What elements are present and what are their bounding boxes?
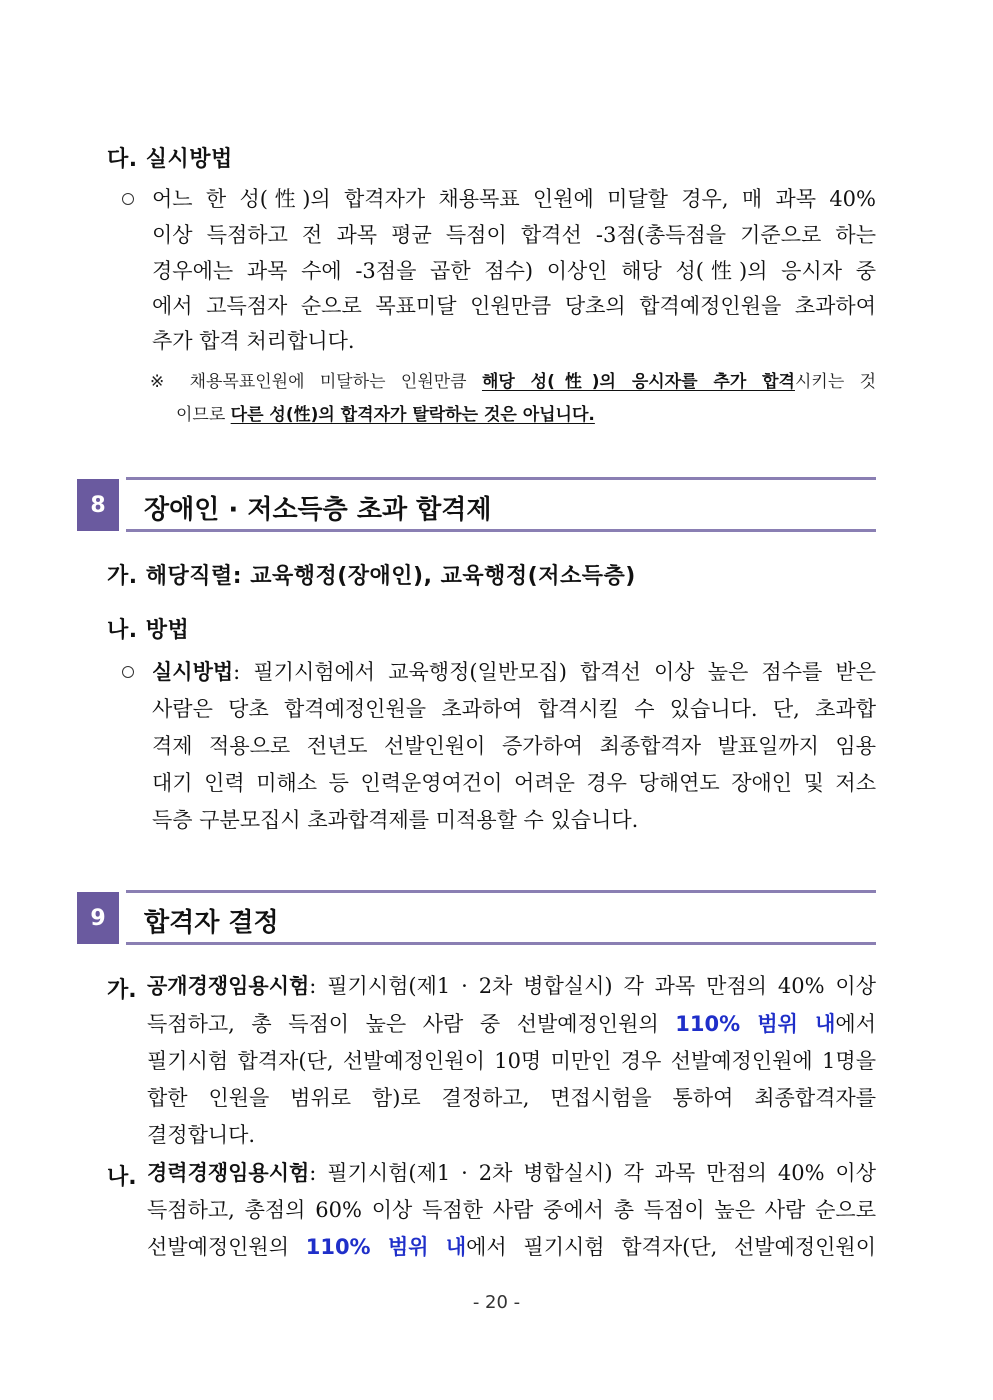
s8-line-2: 사람은 당초 합격예정인원을 초과하여 합격시킬 수 있습니다. 단, 초과합: [152, 697, 876, 721]
s9-ga-line-1-text: : 필기시험(제1 · 2차 병합실시) 각 과목 만점의 40% 이상: [309, 974, 876, 998]
section-9-title: 합격자 결정: [144, 908, 279, 938]
s9-na-line-2: 득점하고, 총점의 60% 이상 득점한 사람 중에서 총 득점이 높은 사람 순으로: [147, 1198, 876, 1222]
s9-na-bold: 경력경쟁임용시험: [147, 1161, 310, 1185]
s9-na-range-highlight: 110% 범위 내: [305, 1235, 467, 1259]
s9-na-line-1-text: : 필기시험(제1 · 2차 병합실시) 각 과목 만점의 40% 이상: [309, 1161, 876, 1185]
da-line-2: 이상 득점하고 전 과목 평균 득점이 합격선 -3점(총득점을 기준으로 하는: [152, 223, 876, 247]
s9-ga-line-2: [147, 1010, 876, 1038]
section-8-number: 8: [77, 479, 119, 531]
s8-line-4: 대기 인력 미해소 등 인력운영여건이 어려운 경우 당해연도 장애인 및 저소: [152, 771, 876, 795]
s9-ga-line-2a: 득점하고, 총 득점이 높은 사람 중 선발예정인원의: [147, 1012, 676, 1036]
s9-ga-line-1: [147, 972, 876, 1000]
da-line-4: 에서 고득점자 순으로 목표미달 인원만큼 당초의 합격예정인원을 초과하여: [152, 294, 876, 318]
s9-ga-line-5: 결정합니다.: [147, 1123, 256, 1147]
s9-na-line-1: [147, 1159, 876, 1187]
note-text-1a: 채용목표인원에 미달하는 인원만큼: [189, 372, 482, 392]
s8-line-1: [152, 658, 876, 686]
s9-na-line-3b: 에서 필기시험 합격자(단, 선발예정인원이: [466, 1235, 876, 1259]
s9-ga-label: 가.: [107, 978, 137, 1003]
s9-ga-line-2b: 에서: [835, 1012, 876, 1036]
heading-da: 다. 실시방법: [107, 147, 233, 172]
s8-line-5: 득층 구분모집시 초과합격제를 미적용할 수 있습니다.: [152, 808, 639, 832]
da-note-line-1: [150, 370, 876, 394]
note-mark: ※: [150, 372, 175, 392]
s9-ga-range-highlight: 110% 범위 내: [675, 1012, 836, 1036]
section-8-ga: 가. 해당직렬: 교육행정(장애인), 교육행정(저소득층): [107, 564, 636, 589]
s9-na-label: 나.: [107, 1165, 137, 1190]
note-text-1b: 시키는 것: [794, 372, 877, 392]
da-line-3: 경우에는 과목 수에 -3점을 곱한 점수) 이상인 해당 성(性)의 응시자 중: [152, 259, 876, 283]
s8-line-3: 격제 적용으로 전년도 선발인원이 증가하여 최종합격자 발표일까지 임용: [152, 734, 876, 758]
note-text-2a: 이므로: [176, 405, 231, 425]
s9-ga-line-3: 필기시험 합격자(단, 선발예정인원이 10명 미만인 경우 선발예정인원에 1명을: [147, 1049, 876, 1073]
bullet-circle-icon: [122, 666, 134, 678]
s9-na-line-3a: 선발예정인원의: [147, 1235, 306, 1259]
da-line-1: 어느 한 성(性)의 합격자가 채용목표 인원에 미달할 경우, 매 과목 40%: [152, 187, 876, 211]
section-9-number: 9: [77, 892, 119, 944]
note-emphasis-2: 다른 성(性)의 합격자가 탈락하는 것은 아닙니다.: [230, 405, 595, 425]
section-8-na: 나. 방법: [107, 618, 190, 643]
note-emphasis-1: 해당 성(性)의 응시자를 추가 합격: [481, 372, 795, 392]
section-8-title: 장애인 · 저소득층 초과 합격제: [144, 495, 492, 525]
page-number: - 20 -: [472, 1292, 521, 1313]
s8-lead-bold: 실시방법: [152, 660, 234, 684]
bullet-circle-icon: [122, 193, 134, 205]
s9-ga-bold: 공개경쟁임용시험: [147, 974, 310, 998]
s9-na-line-3: [147, 1233, 876, 1261]
da-note-line-2: [176, 403, 595, 427]
s9-ga-line-4: 합한 인원을 범위로 함)로 결정하고, 면접시험을 통하여 최종합격자를: [147, 1086, 876, 1110]
da-line-5: 추가 합격 처리합니다.: [152, 329, 355, 353]
s8-line-1-text: : 필기시험에서 교육행정(일반모집) 합격선 이상 높은 점수를 받은: [233, 660, 876, 684]
